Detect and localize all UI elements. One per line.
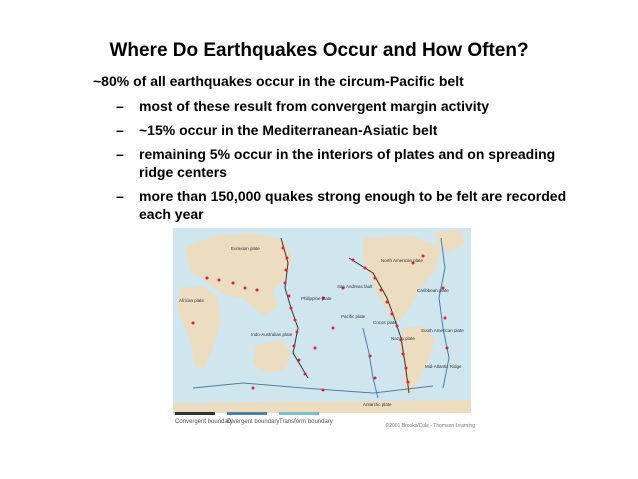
- epicenter: [352, 259, 355, 262]
- epicenter: [192, 322, 195, 325]
- copyright-credit: ©2001 Brooks/Cole - Thomson Learning: [385, 423, 475, 429]
- label-eurasian: Eurasian plate: [231, 246, 260, 251]
- epicenter: [402, 353, 405, 356]
- world-map-svg: [173, 228, 471, 413]
- label-philippine: Philippine plate: [301, 296, 332, 301]
- sub-bullet: [116, 145, 586, 181]
- epicenter: [288, 295, 291, 298]
- epicenter: [206, 277, 209, 280]
- label-north-american: North American plate: [381, 258, 424, 263]
- epicenter: [364, 267, 367, 270]
- sub-bullet: [116, 121, 586, 139]
- legend-label: Convergent boundary: [175, 419, 233, 425]
- label-san-andreas: San Andreas fault: [337, 284, 373, 289]
- map-legend: [175, 412, 475, 442]
- epicenter: [391, 313, 394, 316]
- epicenter: [286, 257, 289, 260]
- epicenter: [322, 389, 325, 392]
- sub-bullet: [116, 187, 586, 223]
- epicenter: [304, 373, 307, 376]
- legend-swatch: [175, 412, 215, 415]
- epicenter: [332, 327, 335, 330]
- epicenter: [296, 331, 299, 334]
- main-bullet: ~80% of all earthquakes occur in the circum-Pacific belt: [93, 73, 464, 89]
- dash-marker: –: [116, 188, 124, 204]
- sub-bullet-list: [116, 97, 586, 229]
- label-african: African plate: [179, 298, 205, 303]
- sub-bullet: [116, 97, 586, 115]
- epicenter: [374, 377, 377, 380]
- epicenter: [290, 307, 293, 310]
- sub-bullet-text: ~15% occur in the Mediterranean-Asiatic belt: [139, 122, 438, 138]
- legend-label: Transform boundary: [279, 419, 333, 425]
- epicenter: [244, 287, 247, 290]
- epicenter: [314, 347, 317, 350]
- dash-marker: –: [116, 146, 124, 162]
- epicenter: [293, 345, 296, 348]
- label-antarctic: Antarctic plate: [363, 402, 392, 407]
- dash-marker: –: [116, 122, 124, 138]
- label-cocos: Cocos plate: [373, 320, 397, 325]
- label-mid-atlantic: Mid-Atlantic Ridge: [425, 364, 462, 369]
- label-south-american: South American plate: [421, 328, 464, 333]
- sub-bullet-text: remaining 5% occur in the interiors of plates and on spreading ridge centers: [139, 146, 556, 180]
- epicenter: [284, 282, 287, 285]
- epicenter: [405, 367, 408, 370]
- epicenter: [446, 347, 449, 350]
- legend-swatch: [227, 412, 267, 415]
- epicenter: [285, 269, 288, 272]
- label-indo-australian: Indo-Australian plate: [251, 332, 293, 337]
- epicenter: [252, 387, 255, 390]
- sub-bullet-text: more than 150,000 quakes strong enough to be felt are recorded each year: [139, 188, 567, 222]
- legend-swatch: [279, 412, 319, 415]
- legend-item-convergent: [175, 412, 233, 426]
- legend-item-transform: [279, 412, 333, 426]
- label-caribbean: Caribbean plate: [417, 288, 449, 293]
- label-pacific: Pacific plate: [341, 314, 366, 319]
- epicenter: [232, 282, 235, 285]
- epicenter: [407, 381, 410, 384]
- earthquake-map: [173, 228, 471, 413]
- legend-label: Divergent boundary: [227, 419, 280, 425]
- epicenter: [444, 317, 447, 320]
- epicenter: [294, 319, 297, 322]
- epicenter: [256, 289, 259, 292]
- sub-bullet-text: most of these result from convergent margin activity: [139, 98, 490, 114]
- slide-title: Where Do Earthquakes Occur and How Often?: [109, 40, 529, 61]
- epicenter: [386, 301, 389, 304]
- epicenter: [282, 247, 285, 250]
- dash-marker: –: [116, 98, 124, 114]
- epicenter: [369, 355, 372, 358]
- legend-item-divergent: [227, 412, 279, 426]
- epicenter: [218, 279, 221, 282]
- epicenter: [380, 289, 383, 292]
- epicenter: [374, 277, 377, 280]
- label-nazca: Nazca plate: [391, 336, 415, 341]
- epicenter: [298, 359, 301, 362]
